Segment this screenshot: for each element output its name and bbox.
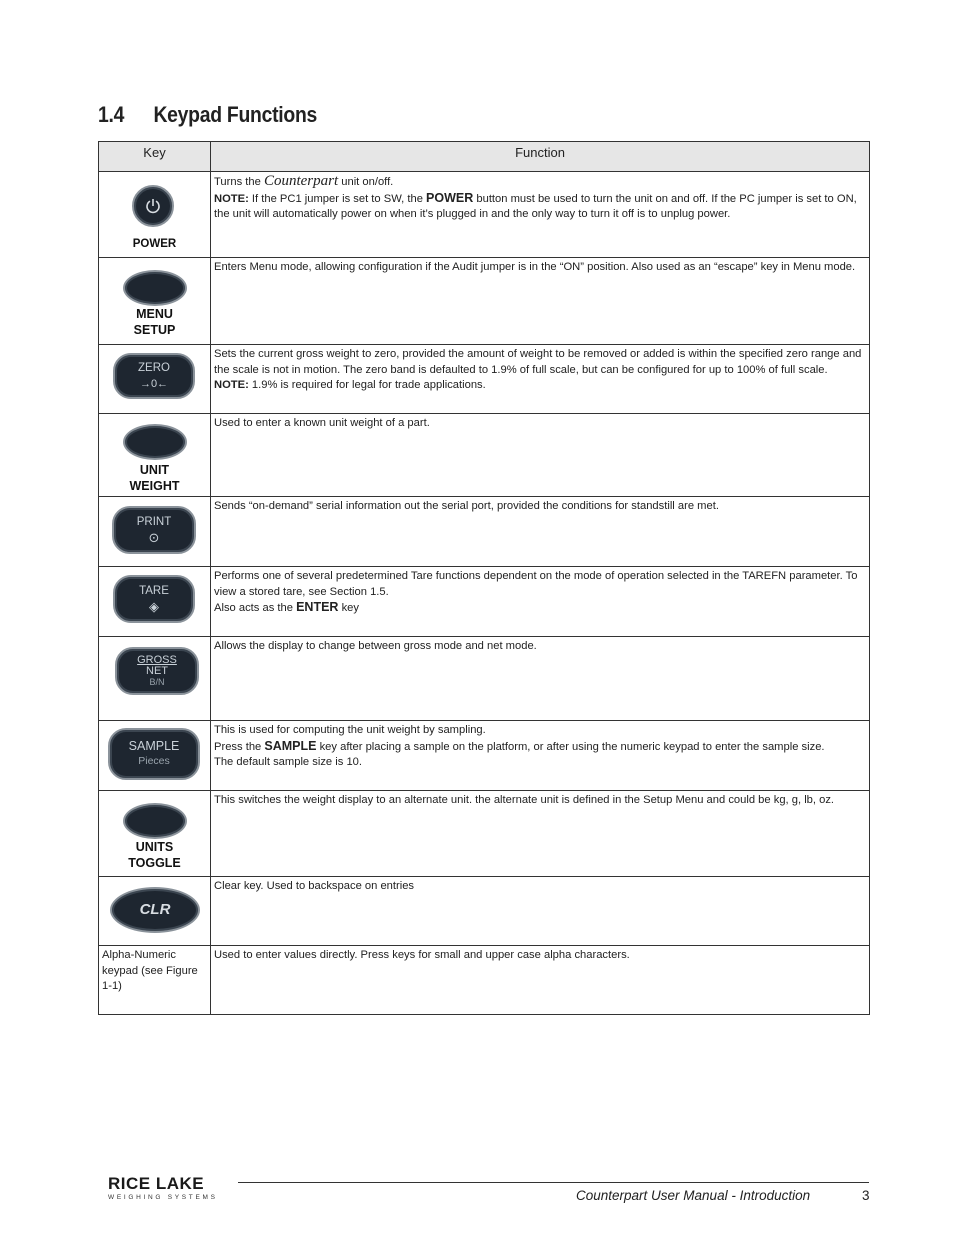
gross-net-key-text-net: NET	[146, 664, 168, 677]
section-title: Keypad Functions	[153, 102, 318, 127]
function-cell-zero	[211, 345, 870, 414]
logo-wordmark: RICE LAKE	[108, 1174, 205, 1193]
power-description: Turns the Counterpart unit on/off.	[214, 173, 394, 189]
unit-weight-key	[123, 424, 187, 460]
table-row	[99, 721, 870, 791]
menu-setup-key	[123, 270, 187, 306]
power-key-label: POWER	[132, 238, 177, 250]
print-key	[112, 506, 196, 554]
keypad-functions-table	[98, 141, 870, 1015]
sample-instructions: Press the SAMPLE key after placing a sample on the platform, or after using the numeric keypad to enter the sample size.	[214, 738, 825, 753]
zero-note: NOTE: 1.9% is required for legal for trade applications.	[214, 379, 486, 391]
product-name: Counterpart	[263, 173, 339, 189]
unit-weight-label-line1: UNIT	[139, 463, 170, 477]
function-cell-sample	[211, 721, 870, 791]
sample-default-size: The default sample size is 10.	[214, 756, 362, 768]
tare-description: Performs one of several predetermined Tare functions dependent on the mode of operation selected in the TAREFN parameter. To view a stored tare, see Section 1.5.	[214, 570, 858, 598]
alpha-numeric-description: Used to enter values directly. Press keys for small and upper case alpha characters.	[214, 949, 630, 961]
key-cell-tare	[99, 567, 211, 637]
table-row	[99, 258, 870, 345]
key-cell-clr	[99, 877, 211, 946]
power-note: NOTE: If the PC1 jumper is set to SW, the POWER button must be used to turn the unit on and off. If the PC jumper is set to ON, the unit will automatically power on when it’s plugged in and the only way to turn it off is to unplug power.	[214, 190, 857, 220]
table-row	[99, 414, 870, 497]
tare-key-text: TARE	[139, 585, 169, 598]
key-column-header: Key	[99, 142, 211, 172]
units-toggle-key	[123, 803, 187, 839]
table-row	[99, 637, 870, 721]
function-cell-gross-net	[211, 637, 870, 721]
key-cell-menu	[99, 258, 211, 345]
function-cell-clr	[211, 877, 870, 946]
section-number: 1.4	[98, 102, 125, 127]
function-cell-alpha-numeric	[211, 946, 870, 1015]
print-key-text: PRINT	[136, 516, 172, 529]
function-cell-tare	[211, 567, 870, 637]
table-row	[99, 172, 870, 258]
function-cell-unit-weight	[211, 414, 870, 497]
rice-lake-logo	[108, 1175, 236, 1207]
key-cell-print	[99, 497, 211, 567]
zero-center-icon: →0←	[139, 377, 169, 390]
section-heading	[98, 102, 317, 128]
key-cell-sample	[99, 721, 211, 791]
sample-description: This is used for computing the unit weight by sampling.	[214, 724, 486, 736]
function-column-header: Function	[211, 142, 870, 172]
gross-net-description: Allows the display to change between gross mode and net mode.	[214, 640, 537, 652]
print-icon: ⊙	[148, 529, 160, 545]
key-cell-zero	[99, 345, 211, 414]
footer-rule	[238, 1182, 869, 1183]
zero-description: Sets the current gross weight to zero, provided the amount of weight to be removed or added is within the specified zero range and the scale is not in motion. The zero band is defaulted to 1.9% of full scale, but can be configured for up to 100% of full scale.	[214, 348, 862, 376]
power-icon	[144, 197, 162, 215]
tare-icon: ◈	[149, 598, 159, 614]
print-description: Sends “on-demand” serial information out the serial port, provided the conditions for standstill are met.	[214, 500, 719, 512]
table-row	[99, 345, 870, 414]
function-cell-print	[211, 497, 870, 567]
menu-description: Enters Menu mode, allowing configuration if the Audit jumper is in the “ON” position. Also used as an “escape” key in Menu mode.	[214, 261, 856, 273]
key-cell-units-toggle	[99, 791, 211, 877]
key-cell-unit-weight	[99, 414, 211, 497]
function-cell-units-toggle	[211, 791, 870, 877]
menu-setup-label-line1: MENU	[136, 307, 173, 321]
table-row	[99, 877, 870, 946]
units-toggle-label-line1: UNITS	[135, 840, 174, 854]
table-row	[99, 791, 870, 877]
sample-key-subtext: Pieces	[138, 755, 170, 767]
zero-key-text: ZERO	[138, 362, 170, 375]
menu-setup-label-line2: SETUP	[133, 323, 176, 337]
table-row	[99, 567, 870, 637]
tare-enter-note: Also acts as the ENTER key	[214, 600, 359, 614]
tare-key	[113, 575, 195, 623]
gross-net-key	[115, 647, 199, 695]
table-row	[99, 946, 870, 1015]
footer-page-number: 3	[862, 1188, 870, 1203]
function-cell-menu	[211, 258, 870, 345]
footer-doc-title: Counterpart User Manual - Introduction	[576, 1188, 811, 1203]
unit-weight-description: Used to enter a known unit weight of a part.	[214, 417, 430, 429]
units-toggle-description: This switches the weight display to an alternate unit. the alternate unit is defined in the Setup Menu and could be kg, g, lb, oz.	[214, 794, 835, 806]
unit-weight-label-line2: WEIGHT	[129, 479, 180, 493]
gross-net-key-text-gross: GROSS	[137, 653, 177, 666]
table-row	[99, 497, 870, 567]
clr-description: Clear key. Used to backspace on entries	[214, 880, 415, 892]
key-cell-gross-net	[99, 637, 211, 721]
function-cell-power	[211, 172, 870, 258]
gross-net-key-text-bn: B/N	[149, 676, 165, 687]
key-cell-alpha-numeric: Alpha-Numeric keypad (see Figure 1-1)	[99, 946, 211, 1015]
sample-key	[108, 728, 200, 780]
clr-key	[110, 887, 200, 933]
clr-key-text: CLR	[139, 901, 171, 919]
zero-key	[113, 353, 195, 399]
units-toggle-label-line2: TOGGLE	[128, 856, 181, 870]
key-cell-power	[99, 172, 211, 258]
power-key	[132, 185, 174, 227]
logo-subtitle: WEIGHING SYSTEMS	[108, 1194, 218, 1201]
table-header-row	[99, 142, 870, 172]
sample-key-text: SAMPLE	[128, 738, 180, 753]
